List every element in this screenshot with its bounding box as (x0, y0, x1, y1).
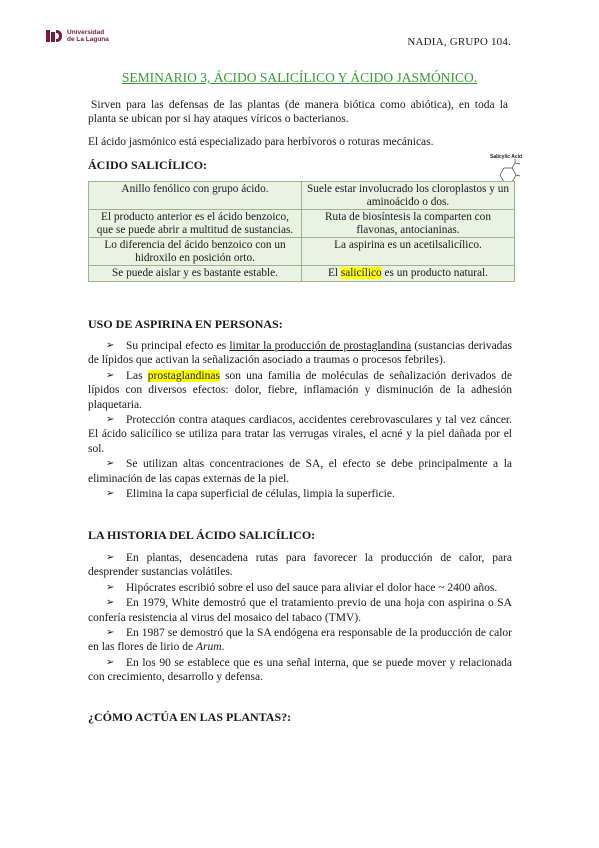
arrow-bullet-icon: ➢ (106, 656, 115, 668)
section-heading-salicylic: ÁCIDO SALICÍLICO: (88, 158, 208, 172)
table-cell: La aspirina es un acetilsalicílico. (302, 238, 515, 266)
item-text: (sustancias derivadas de lípidos que activan la señalización asociado a traumas o procesos febriles). (88, 340, 513, 367)
intro-paragraph-2: El ácido jasmónico está especializado para herbívoros o roturas mecánicas. (88, 136, 434, 148)
university-logo-icon (45, 28, 63, 44)
arrow-bullet-icon: ➢ (106, 369, 115, 381)
table-cell (302, 266, 515, 282)
item-text: Se utilizan altas concentraciones de SA, el efecto se debe principalmente a la eliminación de las capas externas de la piel. (88, 458, 512, 485)
list-item (88, 656, 512, 685)
table-cell: Suele estar involucrado los cloroplastos y un aminoácido o dos. (302, 182, 515, 210)
list-item (88, 626, 512, 655)
list-item (88, 413, 512, 456)
item-text: En 1987 se demostró que la SA endógena era responsable de la producción de calor en las flores de lirio de (88, 627, 512, 654)
table-cell: Se puede aislar y es bastante estable. (89, 266, 302, 282)
arrow-bullet-icon: ➢ (106, 340, 115, 351)
structure-label: Salicylic Acid (490, 154, 523, 160)
table-cell: Ruta de biosíntesis la comparten con flavonas, antocianinas. (302, 210, 515, 238)
item-text: son una familia de moléculas de señalización derivados de lípidos con diversos efectos: dolor, fiebre, inflamación y disminución de la adhesión plaquetaria. (88, 369, 513, 411)
logo-line-1: Universidad (67, 29, 105, 36)
arrow-bullet-icon: ➢ (106, 597, 115, 609)
logo-line-2: de La Laguna (67, 36, 109, 43)
history-list (88, 551, 512, 686)
table-row (89, 238, 515, 266)
arrow-bullet-icon: ➢ (106, 552, 115, 563)
table-row (89, 182, 515, 210)
university-logo (45, 28, 109, 44)
item-text: Las (126, 369, 148, 382)
list-item (88, 581, 512, 595)
item-text: En 1979, White demostró que el tratamiento previo de una hoja con aspirina o SA confería resistencia al virus del mosaico del tabaco (TMV). (88, 597, 512, 624)
item-text: Protección contra ataques cardiacos, accidentes cerebrovasculares y tal vez cáncer. El ácido salicílico se utiliza para tratar las verrugas virales, el acné y la piel dañada por el sol. (88, 414, 512, 455)
intro-paragraph-1: Sirven para las defensas de las plantas (de manera biótica como abiótica), en toda la planta se ubican por si hay ataques víricos o bacterianos. (88, 99, 508, 125)
arrow-bullet-icon: ➢ (106, 414, 115, 426)
item-text: . (221, 641, 225, 654)
item-text: Hipócrates escribió sobre el uso del sauce para aliviar el dolor hace ~ 2400 años. (126, 581, 498, 594)
cell-text: El (327, 267, 341, 279)
highlighted-term: prostaglandinas (147, 369, 220, 382)
section-heading-aspirin: USO DE ASPIRINA EN PERSONAS: (88, 317, 283, 331)
list-item (88, 551, 512, 580)
table-cell: Lo diferencia del ácido benzoico con un hidroxilo en posición orto. (89, 238, 302, 266)
highlighted-term: salicílico (340, 267, 382, 279)
item-text: Su principal efecto es (126, 340, 230, 352)
italic-term: Arum (195, 641, 222, 654)
arrow-bullet-icon: ➢ (106, 488, 115, 500)
list-item (88, 369, 512, 412)
underlined-text: limitar la producción de prostaglandina (229, 340, 412, 352)
list-item (88, 596, 512, 625)
author-header: NADIA, GRUPO 104. (407, 36, 511, 48)
item-text: En los 90 se establece que es una señal interna, que se puede mover y relacionada con crecimiento, desarrollo y defensa. (88, 656, 512, 684)
table-row (89, 266, 515, 282)
table-row (89, 210, 515, 238)
table-cell: El producto anterior es el ácido benzoico, que se puede abrir a multitud de sustancias. (89, 210, 302, 238)
item-text: Elimina la capa superficial de células, limpia la superficie. (126, 488, 395, 501)
item-text: En plantas, desencadena rutas para favorecer la producción de calor, para desprender sustancias volátiles. (88, 552, 512, 579)
section-heading-history: LA HISTORIA DEL ÁCIDO SALICÍLICO: (88, 528, 316, 542)
arrow-bullet-icon: ➢ (106, 627, 115, 639)
arrow-bullet-icon: ➢ (106, 458, 115, 470)
arrow-bullet-icon: ➢ (106, 581, 115, 593)
list-item (88, 457, 512, 486)
salicylic-properties-table (88, 181, 515, 282)
aspirin-list (88, 339, 512, 502)
section-heading-plants: ¿CÓMO ACTÚA EN LAS PLANTAS?: (88, 710, 292, 724)
cell-text: es un producto natural. (381, 267, 488, 279)
list-item (88, 487, 512, 501)
page-title: SEMINARIO 3, ÁCIDO SALICÍLICO Y ÁCIDO JASMÓNICO. (121, 70, 478, 85)
table-cell: Anillo fenólico con grupo ácido. (89, 182, 302, 210)
list-item (88, 339, 512, 368)
